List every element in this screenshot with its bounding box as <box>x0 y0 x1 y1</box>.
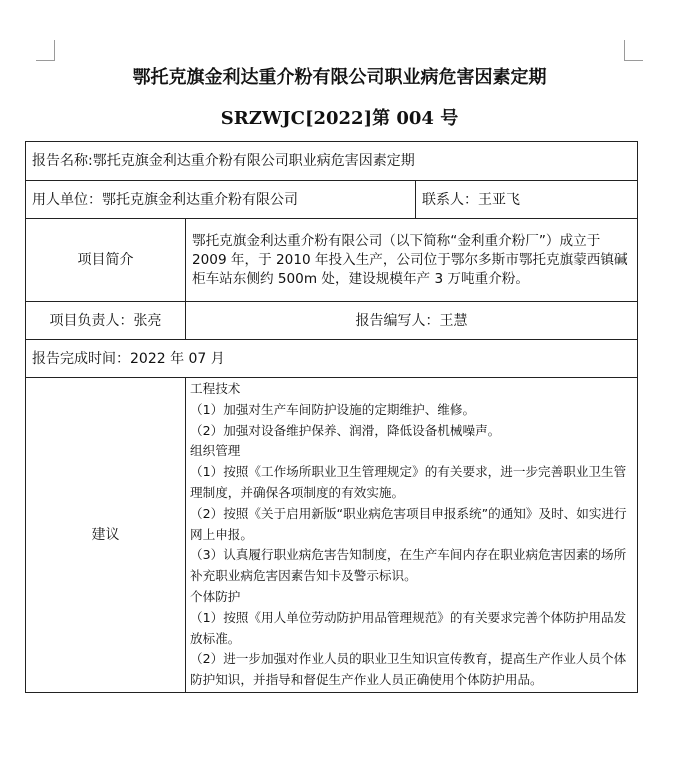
suggestions-row <box>26 378 638 693</box>
contact-cell: 联系人：王亚飞 <box>416 181 638 219</box>
report-name-row <box>26 142 638 181</box>
suggestion-heading-engineering: 工程技术 <box>190 381 241 396</box>
suggestion-heading-personal: 个体防护 <box>190 588 241 604</box>
suggestion-item: （1）加强对生产车间防护设施的定期维护、维修。 <box>190 401 476 417</box>
project-lead-cell: 项目负责人：张亮 <box>26 302 186 340</box>
people-row <box>26 302 638 340</box>
intro-label: 项目简介 <box>26 219 186 302</box>
suggestions-label: 建议 <box>26 378 186 693</box>
document-number: SRZWJC[2022]第 004 号 <box>220 108 459 129</box>
suggestion-item: （3）认真履行职业病危害告知制度，在生产车间内存在职业病危害因素的场所补充职业病危害因素告知卡及警示标识。 <box>190 547 627 584</box>
suggestion-item: （1）按照《用人单位劳动防护用品管理规范》的有关要求完善个体防护用品发放标准。 <box>190 609 627 646</box>
crop-mark-top-left <box>36 40 55 61</box>
intro-text: 鄂托克旗金利达重介粉有限公司（以下简称“金利重介粉厂”）成立于 2009 年，于 2010 年投入生产，公司位于鄂尔多斯市鄂托克旗蒙西镇碱柜车站东侧约 500m 处，建设规模年产 3 万吨重介粉。 <box>186 219 638 302</box>
crop-mark-top-right <box>624 40 643 61</box>
suggestions-cell <box>186 378 638 693</box>
report-table <box>25 141 638 693</box>
suggestion-item: （1）按照《工作场所职业卫生管理规定》的有关要求，进一步完善职业卫生管理制度，并确保各项制度的有效实施。 <box>190 464 627 500</box>
employer-row <box>26 181 638 219</box>
completion-row <box>26 340 638 378</box>
document-title: 鄂托克旗金利达重介粉有限公司职业病危害因素定期 <box>132 67 547 88</box>
suggestion-item: （2）按照《关于启用新版“职业病危害项目申报系统”的通知》及时、如实进行网上申报。 <box>190 505 627 542</box>
report-writer-cell: 报告编写人：王慧 <box>186 302 638 340</box>
intro-row <box>26 219 638 302</box>
employer-cell: 用人单位：鄂托克旗金利达重介粉有限公司 <box>26 181 416 219</box>
suggestion-item: （2）加强对设备维护保养、润滑，降低设备机械噪声。 <box>190 422 501 438</box>
report-name-cell: 报告名称:鄂托克旗金利达重介粉有限公司职业病危害因素定期 <box>26 142 638 181</box>
suggestion-item: （2）进一步加强对作业人员的职业卫生知识宣传教育，提高生产作业人员个体防护知识，并指导和督促生产作业人员正确使用个体防护用品。 <box>190 651 627 688</box>
suggestion-heading-management: 组织管理 <box>190 443 241 459</box>
completion-time-cell: 报告完成时间：2022 年 07 月 <box>26 340 638 378</box>
